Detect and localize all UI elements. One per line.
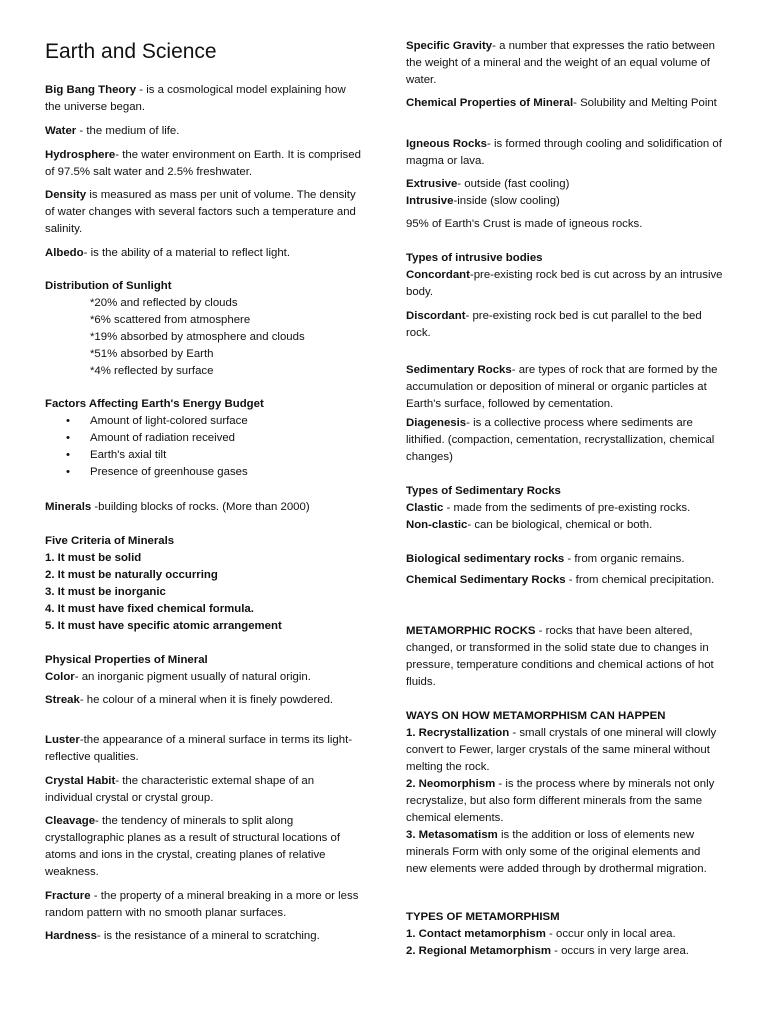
clastic-definition: - made from the sediments of pre-existing rocks. [443,502,691,514]
hydrosphere-term: Hydrosphere [45,149,116,161]
chemical-sedimentary-term: Chemical Sedimentary Rocks [406,574,566,586]
big-bang-term: Big Bang Theory [45,84,137,96]
metasomatism-definition: is the addition or loss of elements new minerals Form with only some of the original elements and new elements were added through by drothermal migration. [406,829,707,875]
nonclastic-line [406,517,724,534]
intrusive-definition: -inside (slow cooling) [453,195,560,207]
biological-definition: - from organic remains. [564,553,685,565]
chemical-properties-entry [406,95,724,112]
water-entry [45,123,363,140]
crystal-habit-definition: - the characteristic extemal shape of an individual crystal or crystal group. [45,775,315,804]
intrusive-line [406,193,724,210]
metamorphism-types-section [406,909,724,960]
concordant-term: Concordant [406,269,470,281]
criteria-item: 3. It must be inorganic [45,586,166,598]
sunlight-section [45,278,363,380]
cleavage-entry [45,813,363,881]
criteria-item: 1. It must be solid [45,552,142,564]
energy-list [45,413,363,481]
sedimentary-types-section [406,483,724,534]
metamorphism-ways-heading: WAYS ON HOW METAMORPHISM CAN HAPPEN [406,710,666,722]
energy-item: • Presence of greenhouse gases [45,464,363,481]
water-definition: - the medium of life. [76,125,180,137]
sedimentary-types-heading: Types of Sedimentary Rocks [406,485,561,497]
contact-line [406,926,724,943]
nonclastic-definition: - can be biological, chemical or both. [467,519,653,531]
neomorphism-entry [406,776,724,827]
fracture-term: Fracture [45,890,91,902]
hardness-definition: - is the resistance of a mineral to scratching. [96,930,320,942]
density-entry [45,187,363,238]
metasomatism-entry [406,827,724,878]
luster-entry [45,732,363,766]
fracture-entry [45,888,363,922]
sunlight-item: *51% absorbed by Earth [90,348,214,360]
criteria-section [45,533,363,635]
streak-definition: - he colour of a mineral when it is finely powdered. [79,694,334,706]
concordant-definition: -pre-existing rock bed is cut across by an intrusive body. [406,269,723,298]
discordant-definition: - pre-existing rock bed is cut parallel to the bed rock. [406,310,702,339]
water-term: Water [45,125,77,137]
cleavage-term: Cleavage [45,815,96,827]
biological-entry [406,551,724,568]
albedo-term: Albedo [45,247,84,259]
criteria-heading: Five Criteria of Minerals [45,535,175,547]
diagenesis-term: Diagenesis [406,417,467,429]
minerals-term: Minerals [45,501,92,513]
hydrosphere-definition: - the water environment on Earth. It is comprised of 97.5% salt water and 2.5% freshwater. [45,149,361,178]
crystal-habit-entry [45,773,363,807]
albedo-definition: - is the ability of a material to reflect light. [83,247,290,259]
metamorphic-entry [406,623,724,691]
physical-section [45,652,363,686]
regional-line [406,943,724,960]
criteria-item: 4. It must have fixed chemical formula. [45,603,254,615]
sunlight-heading: Distribution of Sunlight [45,280,172,292]
sedimentary-term: Sedimentary Rocks [406,364,512,376]
color-definition: - an inorganic pigment usually of natural origin. [74,671,311,683]
hardness-entry [45,928,363,945]
nonclastic-term: Non-clastic [406,519,468,531]
big-bang-entry [45,82,363,116]
metasomatism-term: 3. Metasomatism [406,829,498,841]
extrusive-line [406,176,724,193]
sedimentary-definition: - are types of rock that are formed by the accumulation or deposition of mineral or organic particles at Earth's surface, followed by cementation. [406,364,718,410]
chemical-sedimentary-entry [406,572,724,589]
physical-heading: Physical Properties of Mineral [45,654,208,666]
chemical-properties-term: Chemical Properties of Mineral [406,97,574,109]
intrusive-bodies-heading: Types of intrusive bodies [406,252,543,264]
energy-item: • Earth's axial tilt [45,447,363,464]
specific-gravity-definition: - a number that expresses the ratio between the weight of a mineral and the weight of an equal volume of water. [406,40,715,86]
density-term: Density [45,189,87,201]
recrystallization-term: 1. Recrystallization [406,727,510,739]
big-bang-definition: - is a cosmological model explaining how the universe began. [45,84,346,113]
criteria-item: 5. It must have specific atomic arrangement [45,620,282,632]
metamorphism-types-heading: TYPES OF METAMORPHISM [406,911,560,923]
minerals-definition: -building blocks of rocks. (More than 2000) [91,501,310,513]
cleavage-definition: - the tendency of minerals to split along crystallographic planes as a result of structural locations of atoms and ions in the crystal, creating planes of relative weakness. [45,815,341,878]
color-entry [45,669,363,686]
sunlight-item: *6% scattered from atmosphere [90,314,251,326]
metamorphism-ways-section [406,708,724,878]
energy-item: • Amount of radiation received [45,430,363,447]
neomorphism-definition: - is the process where by minerals not only recrystalize, but also form different minerals from the same chemical elements. [406,778,715,824]
clastic-line [406,500,724,517]
intrusive-term: Intrusive [406,195,454,207]
criteria-item: 2. It must be naturally occurring [45,569,218,581]
igneous-definition: - is formed through cooling and solidification of magma or lava. [406,138,722,167]
contact-term: 1. Contact metamorphism [406,928,546,940]
albedo-entry [45,245,363,262]
neomorphism-term: 2. Neomorphism [406,778,496,790]
fracture-definition: - the property of a mineral breaking in a more or less random pattern with no smooth planar surfaces. [45,890,359,919]
igneous-term: Igneous Rocks [406,138,488,150]
energy-item: • Amount of light-colored surface [45,413,363,430]
regional-definition: - occurs in very large area. [550,945,689,957]
luster-term: Luster [45,734,80,746]
metamorphic-term: METAMORPHIC ROCKS [406,625,536,637]
specific-gravity-term: Specific Gravity [406,40,493,52]
crystal-habit-term: Crystal Habit [45,775,116,787]
hydrosphere-entry [45,147,363,181]
chemical-sedimentary-definition: - from chemical precipitation. [565,574,715,586]
metamorphic-definition: - rocks that have been altered, changed, or transformed in the solid state due to changes in pressure, temperature conditions and chemical actions of hot fluids. [406,625,714,688]
color-term: Color [45,671,75,683]
sunlight-item: *19% absorbed by atmosphere and clouds [90,331,305,343]
diagenesis-entry [406,415,724,466]
igneous-entry [406,136,724,170]
sedimentary-entry [406,362,724,413]
extrusive-intrusive-entry [406,176,724,210]
energy-heading: Factors Affecting Earth's Energy Budget [45,398,264,410]
recrystallization-entry [406,725,724,776]
page-title: Earth and Science [45,40,217,63]
extrusive-definition: - outside (fast cooling) [457,178,570,190]
chemical-properties-definition: - Solubility and Melting Point [573,97,717,109]
sunlight-item: *20% and reflected by clouds [90,297,238,309]
biological-term: Biological sedimentary rocks [406,553,565,565]
clastic-term: Clastic [406,502,444,514]
intrusive-bodies-section [406,250,724,301]
contact-definition: - occur only in local area. [545,928,676,940]
concordant-entry [406,267,724,301]
extrusive-term: Extrusive [406,178,458,190]
streak-term: Streak [45,694,80,706]
sunlight-item: *4% reflected by surface [90,365,214,377]
density-definition: is measured as mass per unit of volume. The density of water changes with several factors such a temperature and salinity. [45,189,356,235]
recrystallization-definition: - small crystals of one mineral will clowly convert to Fewer, larger crystals of the same mineral without melting the rock. [406,727,717,773]
specific-gravity-entry [406,38,724,89]
luster-definition: -the appearance of a mineral surface in terms its light-reflective qualities. [45,734,353,763]
hardness-term: Hardness [45,930,97,942]
streak-entry [45,692,363,709]
minerals-entry [45,499,363,516]
discordant-term: Discordant [406,310,466,322]
energy-section [45,396,363,481]
crust-statement: 95% of Earth's Crust is made of igneous rocks. [406,218,643,230]
diagenesis-definition: - is a collective process where sediments are lithified. (compaction, cementation, recrystallization, chemical changes) [406,417,715,463]
discordant-entry [406,308,724,342]
regional-term: 2. Regional Metamorphism [406,945,551,957]
